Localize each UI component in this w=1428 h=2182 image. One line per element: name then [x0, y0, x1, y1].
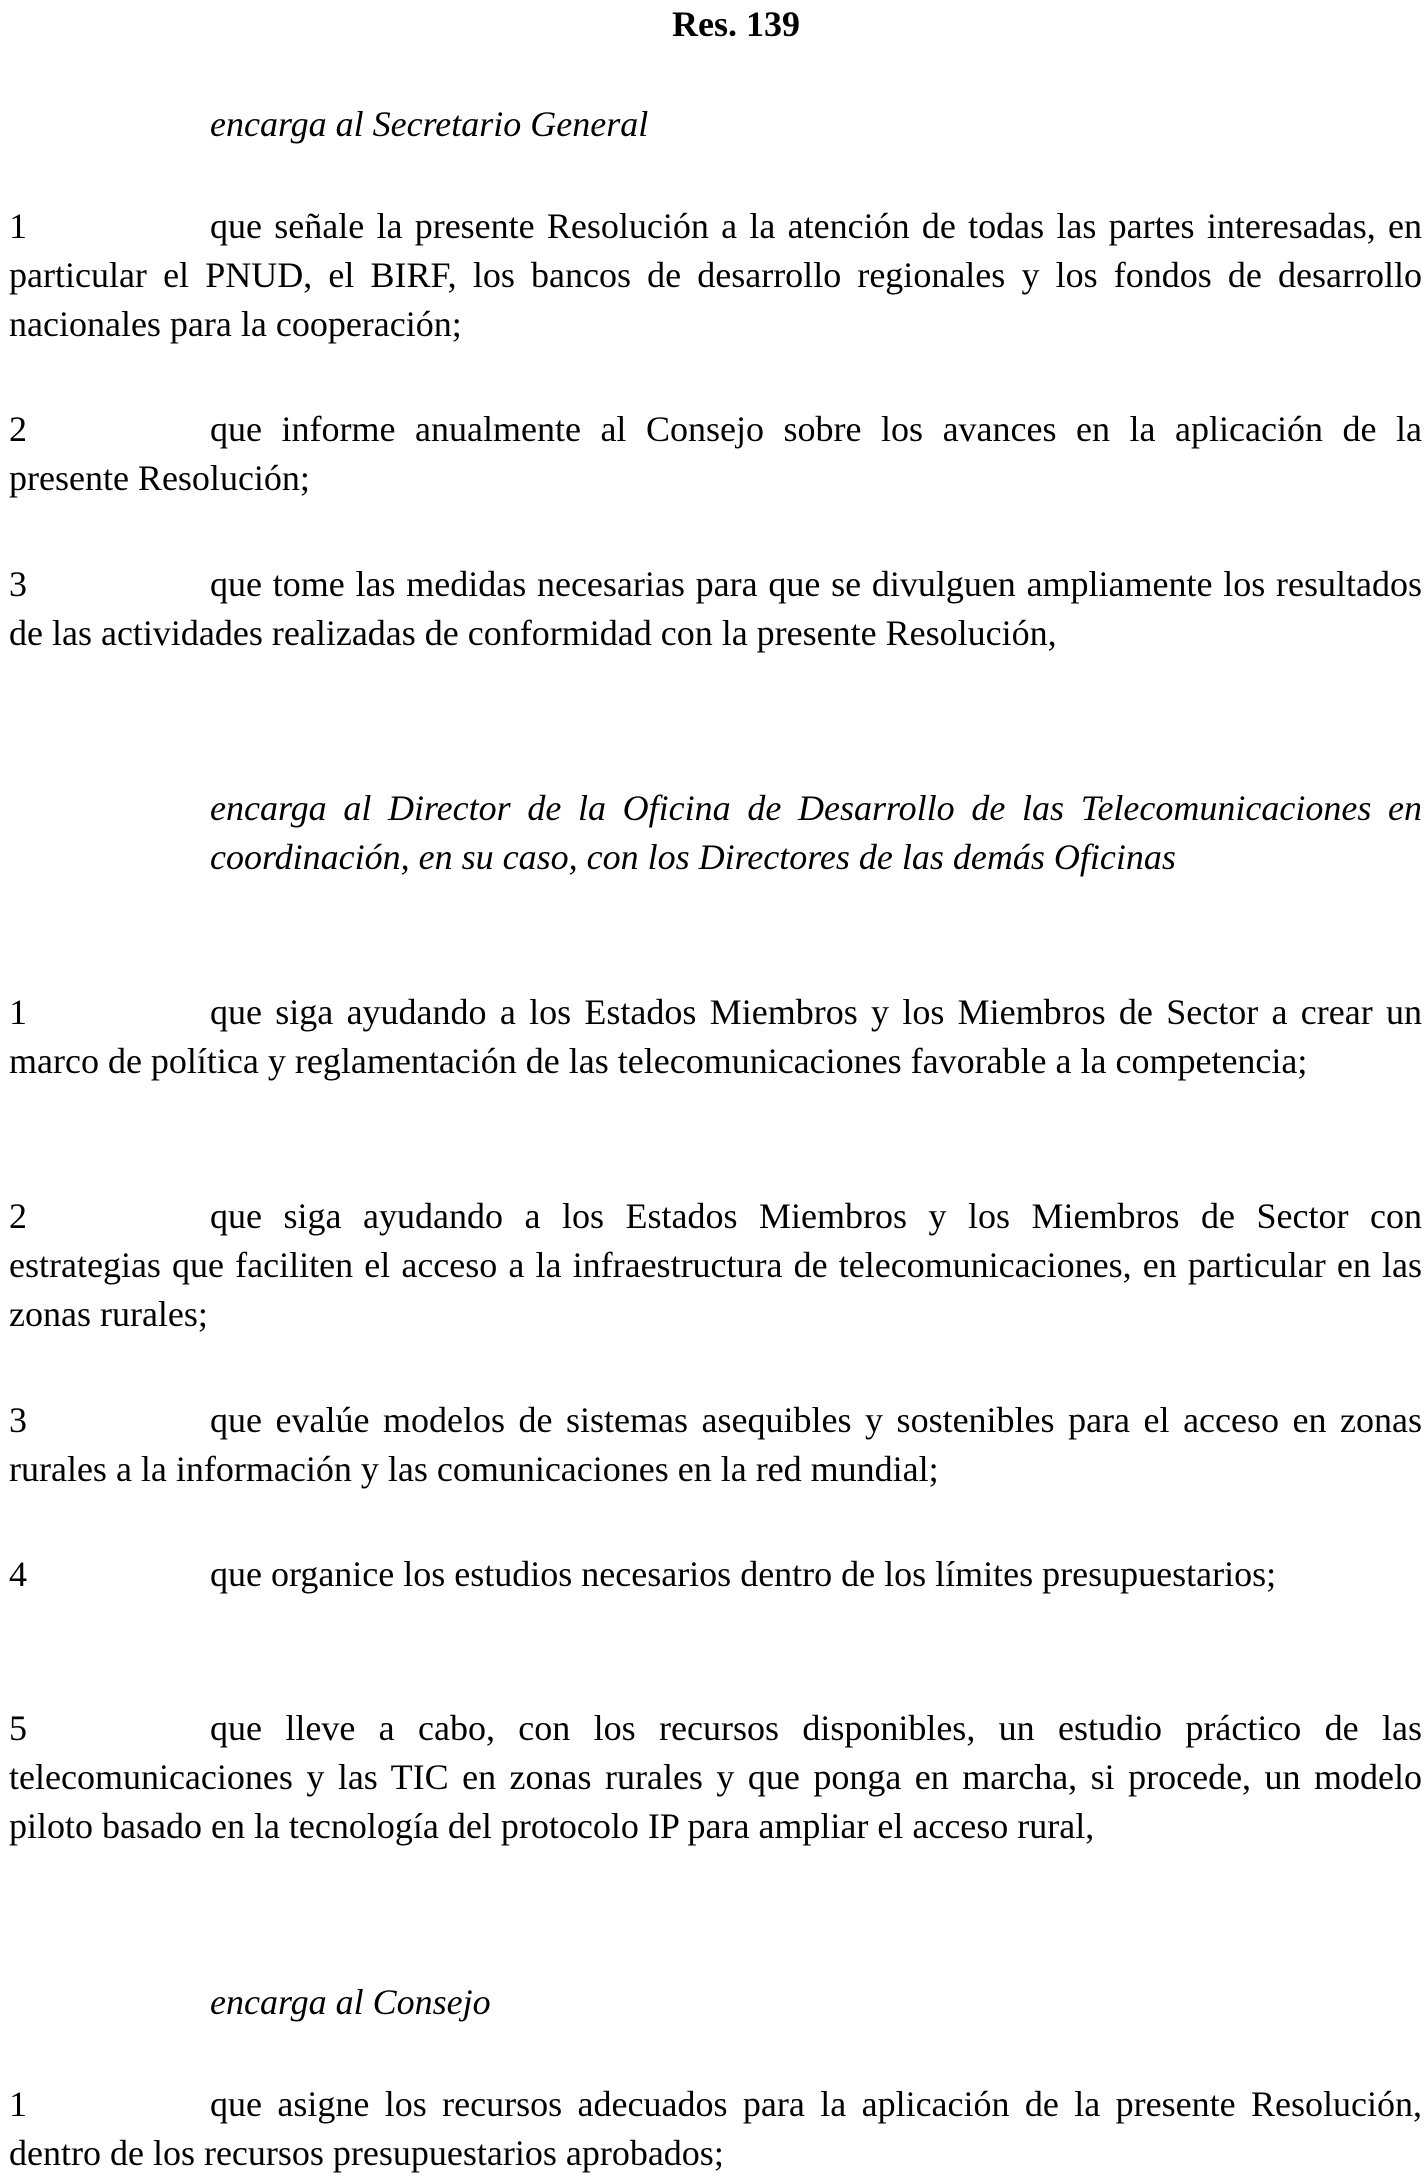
section-intro-secretary-general: encarga al Secretario General [210, 104, 649, 144]
paragraph-sg-2 [9, 405, 1422, 503]
paragraph-bdt-3 [9, 1396, 1422, 1494]
paragraph-number: 3 [9, 1400, 27, 1440]
paragraph-text: que lleve a cabo, con los recursos disponibles, un estudio práctico de las telecomunicaciones y las TIC en zonas rurales y que ponga en marcha, si procede, un modelo piloto basado en la tecnología del protocolo IP para ampliar el acceso rural, [9, 1708, 1422, 1846]
paragraph-council-1 [9, 2080, 1422, 2178]
paragraph-number: 5 [9, 1708, 27, 1748]
paragraph-text: que evalúe modelos de sistemas asequibles y sostenibles para el acceso en zonas rurales a la información y las comunicaciones en la red mundial; [9, 1400, 1422, 1489]
paragraph-bdt-1 [9, 988, 1422, 1086]
paragraph-number: 3 [9, 564, 27, 604]
paragraph-number: 1 [9, 206, 27, 246]
paragraph-text: que siga ayudando a los Estados Miembros y los Miembros de Sector con estrategias que faciliten el acceso a la infraestructura de telecomunicaciones, en particular en las zonas rurales; [9, 1196, 1422, 1334]
paragraph-text: que siga ayudando a los Estados Miembros y los Miembros de Sector a crear un marco de política y reglamentación de las telecomunicaciones favorable a la competencia; [9, 992, 1422, 1081]
paragraph-text: que asigne los recursos adecuados para la aplicación de la presente Resolución, dentro de los recursos presupuestarios aprobados; [9, 2084, 1422, 2173]
paragraph-text: que informe anualmente al Consejo sobre los avances en la aplicación de la presente Resolución; [9, 409, 1422, 498]
paragraph-sg-3 [9, 560, 1422, 658]
section-intro-bdt-director: encarga al Director de la Oficina de Desarrollo de las Telecomunicaciones en coordinación, en su caso, con los Directores de las demás Oficinas [210, 788, 1422, 877]
paragraph-bdt-5 [9, 1704, 1422, 1851]
paragraph-number: 4 [9, 1554, 27, 1594]
paragraph-sg-1 [9, 202, 1422, 349]
paragraph-text: que organice los estudios necesarios dentro de los límites presupuestarios; [210, 1554, 1277, 1594]
page-header [0, 2, 1428, 46]
paragraph-text: que tome las medidas necesarias para que se divulguen ampliamente los resultados de las actividades realizadas de conformidad con la presente Resolución, [9, 564, 1422, 653]
paragraph-bdt-4 [9, 1550, 1422, 1599]
paragraph-number: 2 [9, 409, 27, 449]
paragraph-number: 2 [9, 1196, 27, 1236]
paragraph-text: que señale la presente Resolución a la atención de todas las partes interesadas, en particular el PNUD, el BIRF, los bancos de desarrollo regionales y los fondos de desarrollo nacionales para la cooperación; [9, 206, 1422, 344]
paragraph-number: 1 [9, 992, 27, 1032]
section-intro-council: encarga al Consejo [210, 1982, 491, 2022]
paragraph-bdt-2 [9, 1192, 1422, 1339]
resolution-number: Res. 139 [672, 4, 800, 44]
paragraph-number: 1 [9, 2084, 27, 2124]
